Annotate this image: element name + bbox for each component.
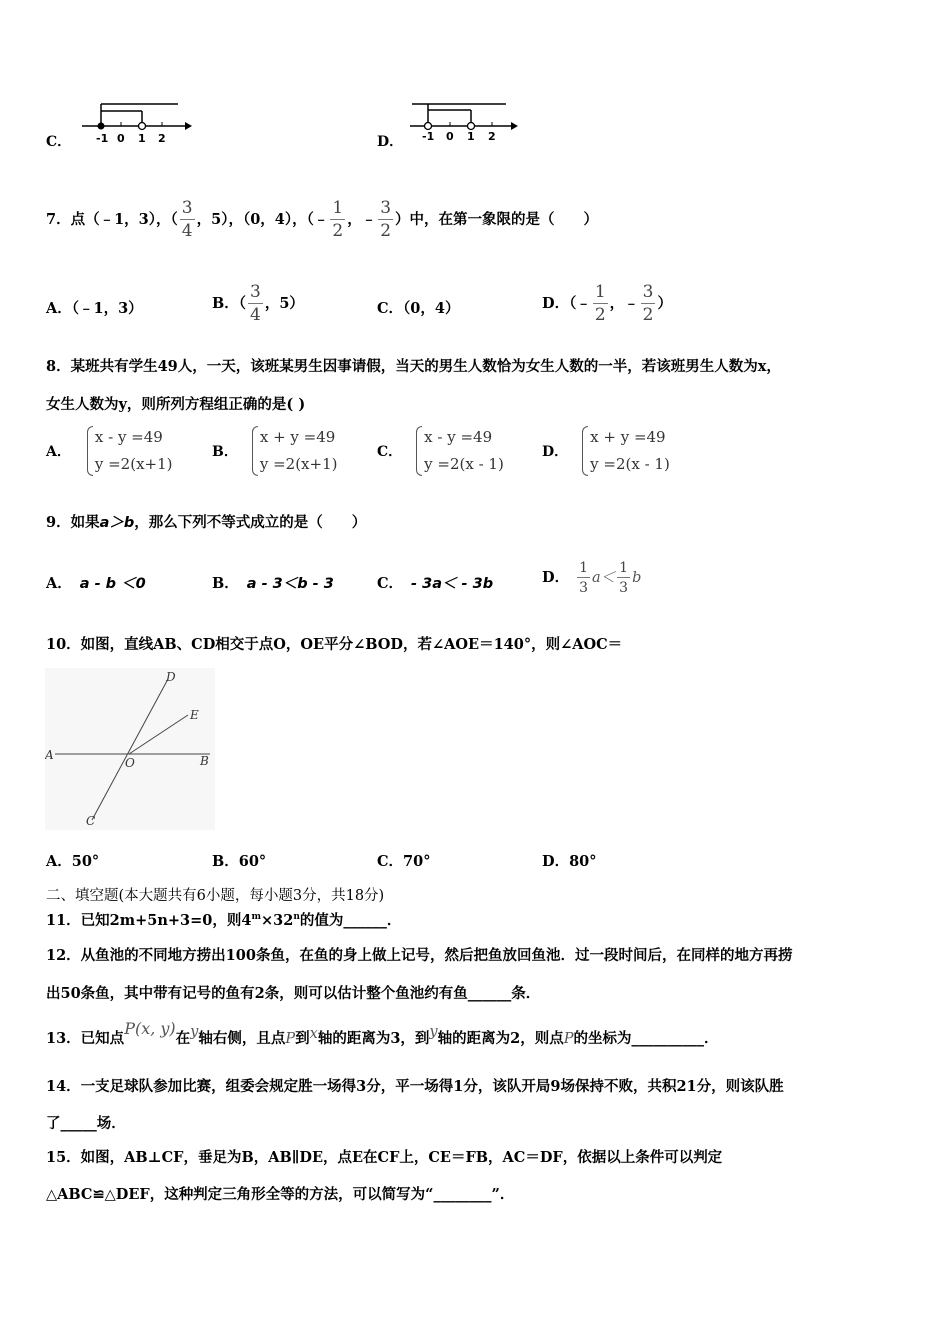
fig-label-b: B — [200, 754, 209, 768]
q8-option-d: D． x + y =49 y =2(x - 1) — [542, 424, 670, 478]
q7-option-a: A．（﹣1，3） — [46, 300, 143, 317]
fig-label-a: A — [45, 748, 54, 762]
q7-frac-3-4: $\frac{3}{4}$ — [181, 198, 193, 241]
q6-option-c-number-line — [80, 98, 200, 148]
q7-frac-3-2: $\frac{3}{2}$ — [380, 198, 392, 241]
q6-option-d-number-line — [408, 96, 528, 146]
q8-option-c: C． x - y =49 y =2(x - 1) — [377, 424, 504, 478]
fig-label-c: C — [86, 814, 96, 828]
q12-line1: 12．从鱼池的不同地方捞出100条鱼，在鱼的身上做上记号，然后把鱼放回鱼池．过一段时间后，在同样的地方再捞 — [46, 947, 793, 964]
q9-stem: 9．如果a＞b，那么下列不等式成立的是（ ） — [46, 514, 367, 531]
q6d-tick-neg1: -1 — [422, 130, 435, 143]
q14-line1: 14．一支足球队参加比赛，组委会规定胜一场得3分，平一场得1分，该队开局9场保持不败，共积21分，则该队胜 — [46, 1078, 784, 1095]
q10-figure — [45, 668, 215, 830]
q6d-tick-2: 2 — [488, 130, 496, 143]
q8-stem-line1: 8．某班共有学生49人，一天，该班某男生因事请假，当天的男生人数恰为女生人数的一半，若该班男生人数为x， — [46, 358, 781, 375]
q6c-tick-1: 1 — [138, 132, 146, 145]
q6c-tick-0: 0 — [117, 132, 125, 145]
q6c-tick-2: 2 — [158, 132, 166, 145]
q6d-tick-1: 1 — [467, 130, 475, 143]
q9-option-b: B． a - 3＜b - 3 — [212, 575, 334, 592]
q6-option-d-label: D． — [377, 134, 404, 150]
q8-stem-line2: 女生人数为y，则所列方程组正确的是( ) — [46, 396, 306, 413]
q7-option-d: D．（﹣ $\frac{1}{2}$ ，﹣ $\frac{3}{2}$ ） — [542, 282, 672, 325]
q15-line2: △ABC≌△DEF，这种判定三角形全等的方法，可以简写为“________”． — [46, 1186, 515, 1203]
q10-option-b: B．60° — [212, 853, 267, 870]
q12-line2: 出50条鱼，其中带有记号的鱼有2条，则可以估计整个鱼池约有鱼______条． — [46, 985, 541, 1002]
section-2-heading: 二、填空题(本大题共有6小题，每小题3分，共18分) — [46, 888, 385, 904]
q14-line2: 了_____场． — [46, 1115, 126, 1132]
q8-option-a: A． x - y =49 y =2(x+1) — [46, 424, 173, 478]
q7-frac-1-2: $\frac{1}{2}$ — [332, 198, 344, 241]
q13: 13．已知点P(x, y)在y轴右侧，且点P到x轴的距离为3，到y轴的距离为2，则点P的坐标为__________． — [46, 1019, 719, 1047]
q9-option-d: D． $\frac{1}{3}$ a＜ $\frac{1}{3}$ b — [542, 560, 642, 596]
q10-option-c: C．70° — [377, 853, 431, 870]
q10-option-d: D．80° — [542, 853, 597, 870]
q11: 11．已知2m+5n+3=0，则$4^m\times 32^n$的值为______． — [46, 912, 402, 929]
q7-option-b: B．（ $\frac{3}{4}$ ，5） — [212, 282, 304, 325]
q6-option-c-label: C． — [46, 134, 72, 150]
q7-stem: 7．点（﹣1，3），（ $\frac{3}{4}$ ，5），（0，4），（﹣ $\frac{1}{2}$ ，﹣ $\frac{3}{2}$ ）中，在第一象限的是（ ） — [46, 198, 599, 241]
q8-option-b: B． x + y =49 y =2(x+1) — [212, 424, 337, 478]
q6c-tick-neg1: -1 — [96, 132, 109, 145]
q7-option-c: C．（0，4） — [377, 300, 460, 317]
q10-option-a: A．50° — [46, 853, 100, 870]
q10-stem: 10．如图，直线AB、CD相交于点O，OE平分∠BOD，若∠AOE＝140°，则∠AOC＝ — [46, 636, 623, 653]
fig-label-e: E — [190, 708, 199, 722]
q9-option-c: C． - 3a＜ - 3b — [377, 575, 494, 592]
fig-label-d: D — [166, 670, 176, 684]
q9-option-a: A． a - b ＜0 — [46, 575, 146, 592]
q6d-tick-0: 0 — [446, 130, 454, 143]
q15-line1: 15．如图，AB⊥CF，垂足为B，AB∥DE，点E在CF上，CE＝FB，AC＝DF，依据以上条件可以判定 — [46, 1149, 723, 1166]
fig-label-o: O — [125, 756, 135, 770]
